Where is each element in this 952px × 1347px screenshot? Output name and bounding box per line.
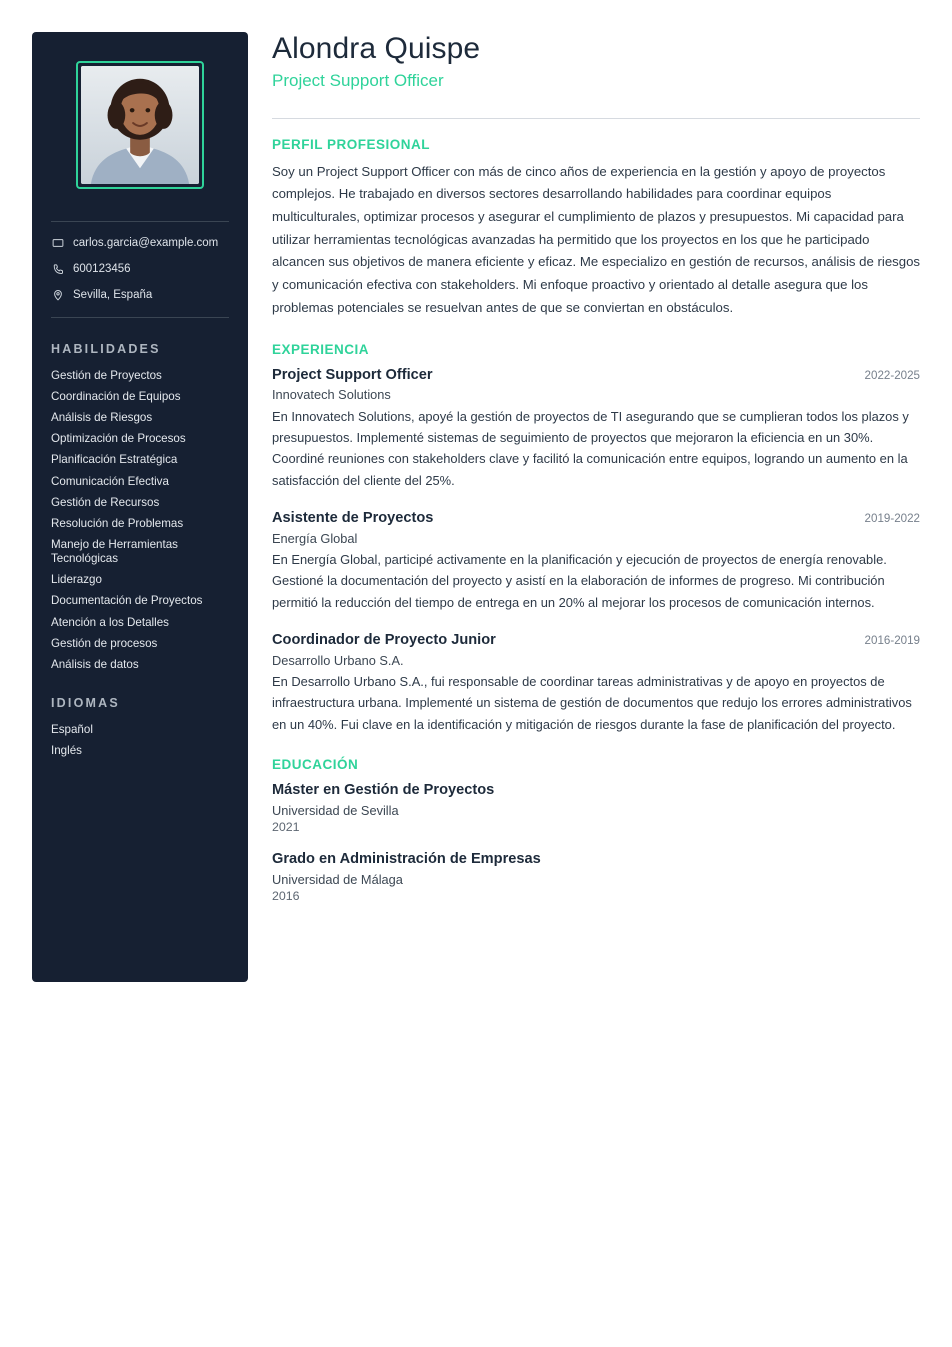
- contact-list: [51, 236, 229, 303]
- contact-phone[interactable]: [51, 262, 229, 277]
- list-item: Planificación Estratégica: [51, 453, 178, 467]
- education-entry: [272, 850, 920, 903]
- entry-description: En Innovatech Solutions, apoyé la gestión de proyectos de TI asegurando que se cumplieran todos los plazos y presupuestos. Implementé sistemas de seguimiento de proyectos que mejoraron la eficiencia en un 30%. Coordiné reuniones con stakeholders clave y facilitó la comunicación entre equipos, logrando un aumento en la satisfacción del cliente del 25%.: [272, 408, 909, 488]
- skills-list: [51, 369, 229, 672]
- experience-entry: [272, 631, 920, 735]
- entry-title: Project Support Officer: [272, 366, 433, 383]
- entry-organization: Innovatech Solutions: [272, 387, 391, 403]
- list-item: Manejo de Herramientas Tecnológicas: [51, 537, 178, 566]
- section-experience: [272, 342, 920, 736]
- list-item: Español: [51, 722, 93, 736]
- list-item: Atención a los Detalles: [51, 615, 169, 629]
- experience-heading: EXPERIENCIA: [272, 341, 370, 357]
- page-title: Alondra Quispe: [272, 32, 481, 65]
- avatar-frame: [76, 61, 204, 189]
- entry-date: 2019-2022: [864, 511, 920, 525]
- languages-heading: IDIOMAS: [51, 695, 120, 710]
- education-entry: [272, 781, 920, 834]
- phone-icon: [51, 263, 64, 276]
- contact-phone-value: 600123456: [73, 262, 131, 275]
- location-icon: [51, 289, 64, 302]
- languages-list: [51, 723, 229, 758]
- divider: [51, 221, 229, 222]
- list-item: Documentación de Proyectos: [51, 594, 203, 608]
- contact-email[interactable]: [51, 236, 229, 251]
- list-item: Gestión de Proyectos: [51, 368, 162, 382]
- experience-entry: [272, 509, 920, 613]
- list-item: Análisis de datos: [51, 657, 139, 671]
- entry-description: En Desarrollo Urbano S.A., fui responsable de coordinar tareas administrativas y de apoyo en proyectos de infraestructura urbana. Implementé un sistema de gestión de documentos que redujo los errores administrativos en un 40%. Fui clave en la identificación y mitigación de riesgos durante la fase de planificación del proyecto.: [272, 674, 912, 732]
- list-item: Liderazgo: [51, 573, 102, 587]
- list-item: Análisis de Riesgos: [51, 411, 153, 425]
- job-title: Project Support Officer: [272, 70, 444, 90]
- sidebar: [32, 32, 248, 982]
- list-item: Gestión de procesos: [51, 636, 158, 650]
- entry-organization: Energía Global: [272, 530, 358, 546]
- entry-description: En Energía Global, participé activamente en la planificación y ejecución de proyectos de energía renovable. Gestioné la documentación del proyecto y asistí en la elaboración de informes de progreso. Mi contribución permitió la reducción del tiempo de entrega en un 20% al mejorar los procesos de comunicación internos.: [272, 552, 887, 610]
- skills-heading: HABILIDADES: [51, 341, 161, 356]
- list-item: Inglés: [51, 744, 82, 758]
- entry-year: 2016: [272, 888, 300, 903]
- main-content: [272, 30, 920, 903]
- list-item: Comunicación Efectiva: [51, 474, 169, 488]
- entry-date: 2016-2019: [864, 633, 920, 647]
- list-item: Gestión de Recursos: [51, 495, 160, 509]
- avatar: [81, 66, 199, 184]
- entry-organization: Universidad de Sevilla: [272, 803, 399, 818]
- section-profile: [272, 137, 920, 320]
- entry-year: 2021: [272, 820, 300, 834]
- divider: [272, 118, 920, 119]
- entry-organization: Desarrollo Urbano S.A.: [272, 652, 404, 668]
- contact-location[interactable]: [51, 288, 229, 303]
- profile-text: Soy un Project Support Officer con más de cinco años de experiencia en la gestión y apoyo de proyectos complejos. He trabajado en diversos sectores desarrollando habilidades para coordinar equipos multiculturales, optimizar procesos y asegurar el cumplimiento de plazos y presupuestos. Mi capacidad para utilizar herramientas tecnológicas avanzadas ha permitido que los proyectos en los que he participado alcancen sus objetivos de manera eficiente y eficaz. Me especializo en gestión de recursos, análisis de riesgos y comunicación efectiva con stakeholders. Mi enfoque proactivo y orientado al detalle asegura que los problemas potenciales se resuelvan antes de que se conviertan en obstáculos.: [272, 163, 921, 315]
- list-item: Optimización de Procesos: [51, 432, 186, 446]
- entry-title: Grado en Administración de Empresas: [272, 851, 541, 867]
- entry-title: Asistente de Proyectos: [272, 509, 434, 526]
- education-heading: EDUCACIÓN: [272, 757, 359, 773]
- experience-entry: [272, 366, 920, 491]
- entry-organization: Universidad de Málaga: [272, 871, 403, 887]
- list-item: Coordinación de Equipos: [51, 389, 181, 403]
- email-icon: [51, 237, 64, 250]
- list-item: Resolución de Problemas: [51, 516, 184, 530]
- entry-title: Máster en Gestión de Proyectos: [272, 782, 495, 799]
- entry-date: 2022-2025: [864, 368, 920, 382]
- contact-email-value: carlos.garcia@example.com: [73, 237, 219, 249]
- section-education: [272, 757, 920, 903]
- profile-heading: PERFIL PROFESIONAL: [272, 136, 431, 152]
- divider: [51, 317, 229, 318]
- entry-title: Coordinador de Proyecto Junior: [272, 631, 496, 648]
- contact-location-value: Sevilla, España: [73, 288, 153, 301]
